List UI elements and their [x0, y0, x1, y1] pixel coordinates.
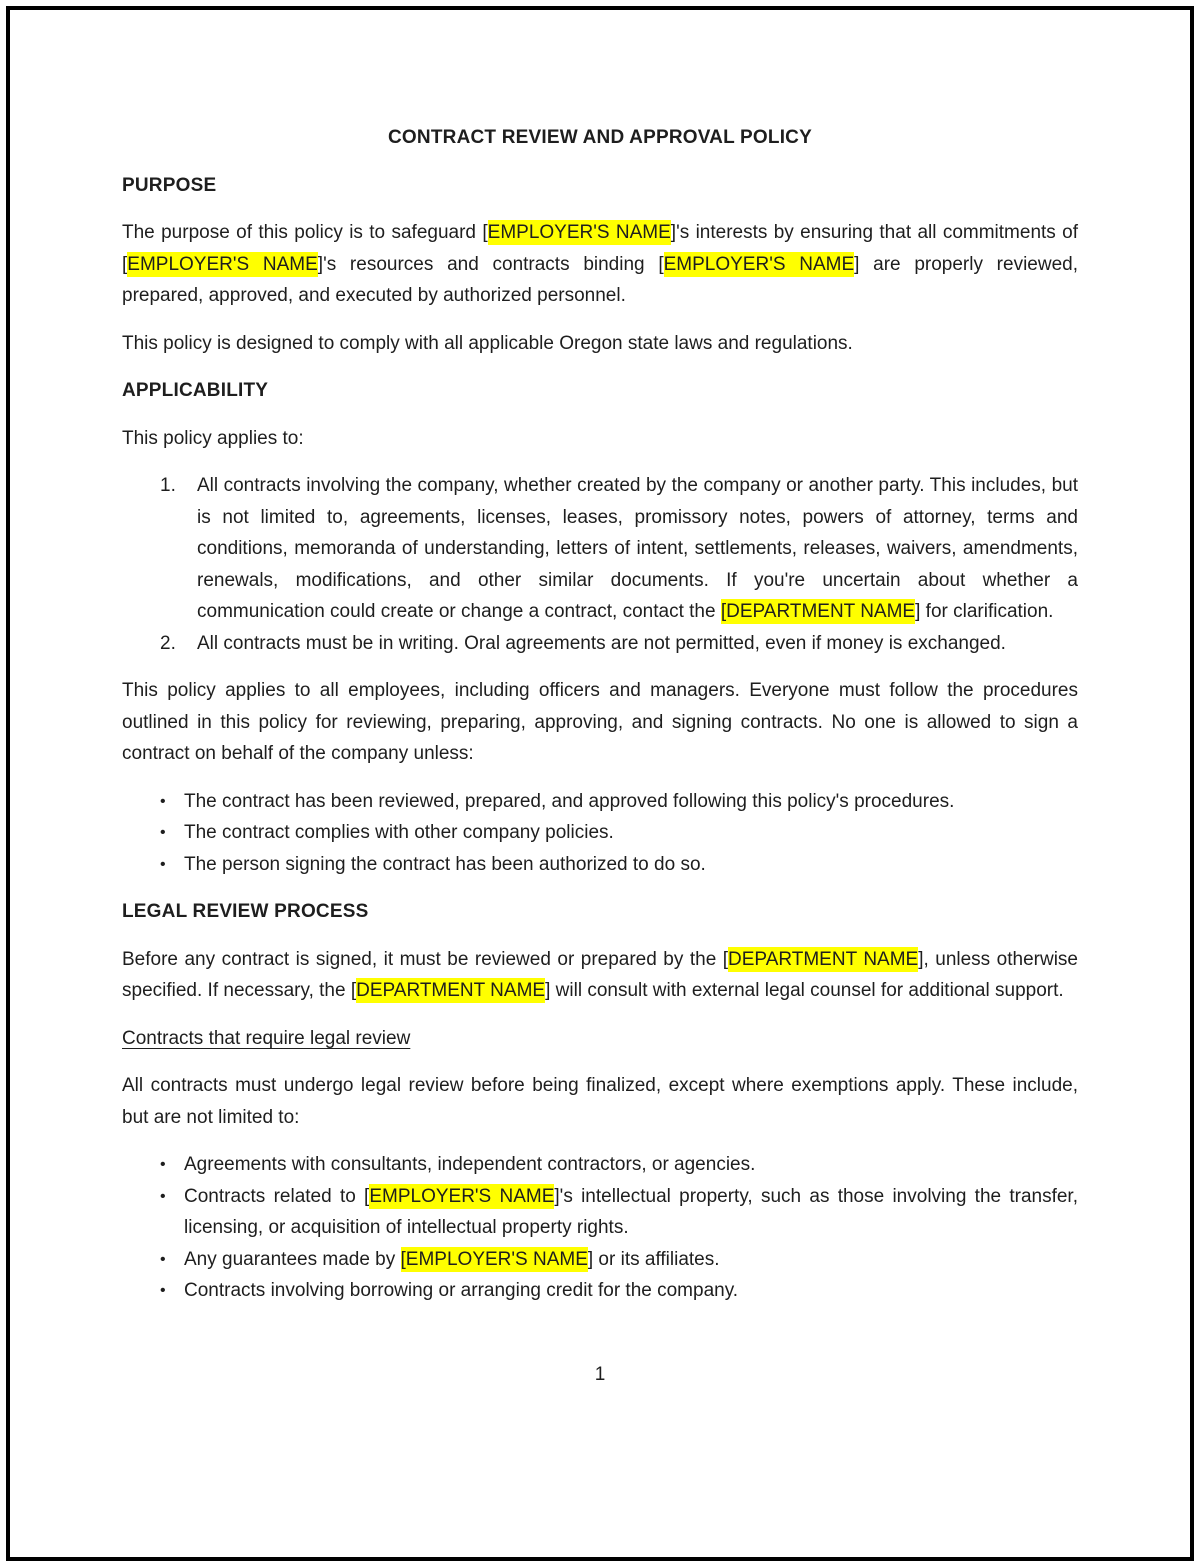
applicability-intro: This policy applies to:: [122, 427, 304, 449]
page-border-frame: [6, 6, 1194, 1561]
document-page: [10, 10, 1190, 1557]
section-heading-applicability: APPLICABILITY: [122, 380, 269, 401]
list-item: [122, 1149, 1078, 1181]
legal-review-paragraph-1: Before any contract is signed, it must be reviewed or prepared by the [DEPARTMENT NAME], unless otherwise specified. If necessary, the [DEPARTMENT NAME] will consult with external legal counsel for additional support.: [122, 948, 1078, 1001]
numbered-item-text: All contracts involving the company, whether created by the company or another party. This includes, but is not limited to, agreements, licenses, leases, promissory notes, powers of attorney, terms and conditions, memoranda of understanding, letters of intent, settlements, releases, waivers, amendments, renewals, modifications, and other similar documents. If you're uncertain about whether a communication could create or change a contract, contact the [DEPARTMENT NAME] for clarification.: [197, 475, 1078, 622]
highlighted-placeholder: EMPLOYER'S NAME: [369, 1185, 555, 1207]
document-title: CONTRACT REVIEW AND APPROVAL POLICY: [388, 127, 812, 148]
bullet-icon: •: [160, 824, 166, 841]
numbered-item-1: [122, 470, 1078, 628]
bullet-icon: •: [160, 792, 166, 810]
list-item-text: Agreements with consultants, independent contractors, or agencies.: [184, 1154, 756, 1175]
list-item-text: The contract has been reviewed, prepared, and approved following this policy's procedures.: [184, 790, 955, 812]
subheading-contracts-that-require-legal-review: Contracts that require legal review: [122, 1027, 411, 1049]
section-heading-purpose: PURPOSE: [122, 174, 217, 196]
list-item-text: The person signing the contract has been authorized to do so.: [184, 853, 706, 875]
highlighted-placeholder: DEPARTMENT NAME: [728, 948, 919, 970]
highlighted-placeholder: DEPARTMENT NAME: [356, 980, 546, 1001]
list-item-text: Contracts related to [EMPLOYER'S NAME]'s intellectual property, such as those involving the transfer, licensing, or acquisition of intellectual property rights.: [184, 1185, 1078, 1238]
numbered-item-2: [122, 628, 1078, 660]
bullet-icon: •: [160, 1156, 166, 1173]
highlighted-placeholder: [DEPARTMENT NAME: [720, 601, 916, 622]
applicability-numbered-list: [122, 470, 1078, 659]
applicability-followup-paragraph: This policy applies to all employees, including officers and managers. Everyone must follow the procedures outlined in this policy for reviewing, preparing, approving, and signing contracts. No one is allowed to sign a contract on behalf of the company unless:: [122, 680, 1078, 764]
bullet-icon: •: [160, 1250, 166, 1268]
list-item: [122, 849, 1078, 881]
legal-review-bullet-list: [122, 1149, 1078, 1307]
list-item: [122, 1244, 1078, 1276]
purpose-paragraph-2: This policy is designed to comply with all applicable Oregon state laws and regulations.: [122, 332, 853, 354]
highlighted-placeholder: EMPLOYER'S NAME: [663, 253, 855, 275]
list-item-text: Contracts involving borrowing or arranging credit for the company.: [184, 1280, 739, 1301]
highlighted-placeholder: EMPLOYER'S NAME: [487, 222, 671, 243]
highlighted-placeholder: [EMPLOYER'S NAME: [400, 1248, 588, 1270]
numbered-item-text: All contracts must be in writing. Oral agreements are not permitted, even if money is exchanged.: [197, 632, 1006, 654]
list-number: 2.: [160, 632, 176, 654]
highlighted-placeholder: EMPLOYER'S NAME: [127, 253, 318, 275]
page-number: 1: [594, 1363, 606, 1385]
list-item: [122, 817, 1078, 849]
list-item-text: The contract complies with other company policies.: [184, 822, 614, 843]
bullet-icon: •: [160, 855, 166, 873]
list-number: 1.: [160, 475, 176, 496]
bullet-icon: •: [160, 1187, 166, 1205]
list-item-text: Any guarantees made by [EMPLOYER'S NAME] or its affiliates.: [184, 1248, 720, 1270]
signing-conditions-bullet-list: [122, 786, 1078, 881]
list-item: [122, 786, 1078, 818]
list-item: [122, 1275, 1078, 1307]
list-item: [122, 1181, 1078, 1244]
section-heading-legal-review-process: LEGAL REVIEW PROCESS: [122, 901, 369, 922]
legal-review-paragraph-2: All contracts must undergo legal review before being finalized, except where exemptions apply. These include, but are not limited to:: [122, 1075, 1078, 1128]
bullet-icon: •: [160, 1282, 166, 1299]
purpose-paragraph-1: The purpose of this policy is to safeguard [EMPLOYER'S NAME]'s interests by ensuring that all commitments of [EMPLOYER'S NAME]'s resources and contracts binding [EMPLOYER'S NAME] are properly reviewed, prepared, approved, and executed by authorized personnel.: [122, 222, 1079, 306]
